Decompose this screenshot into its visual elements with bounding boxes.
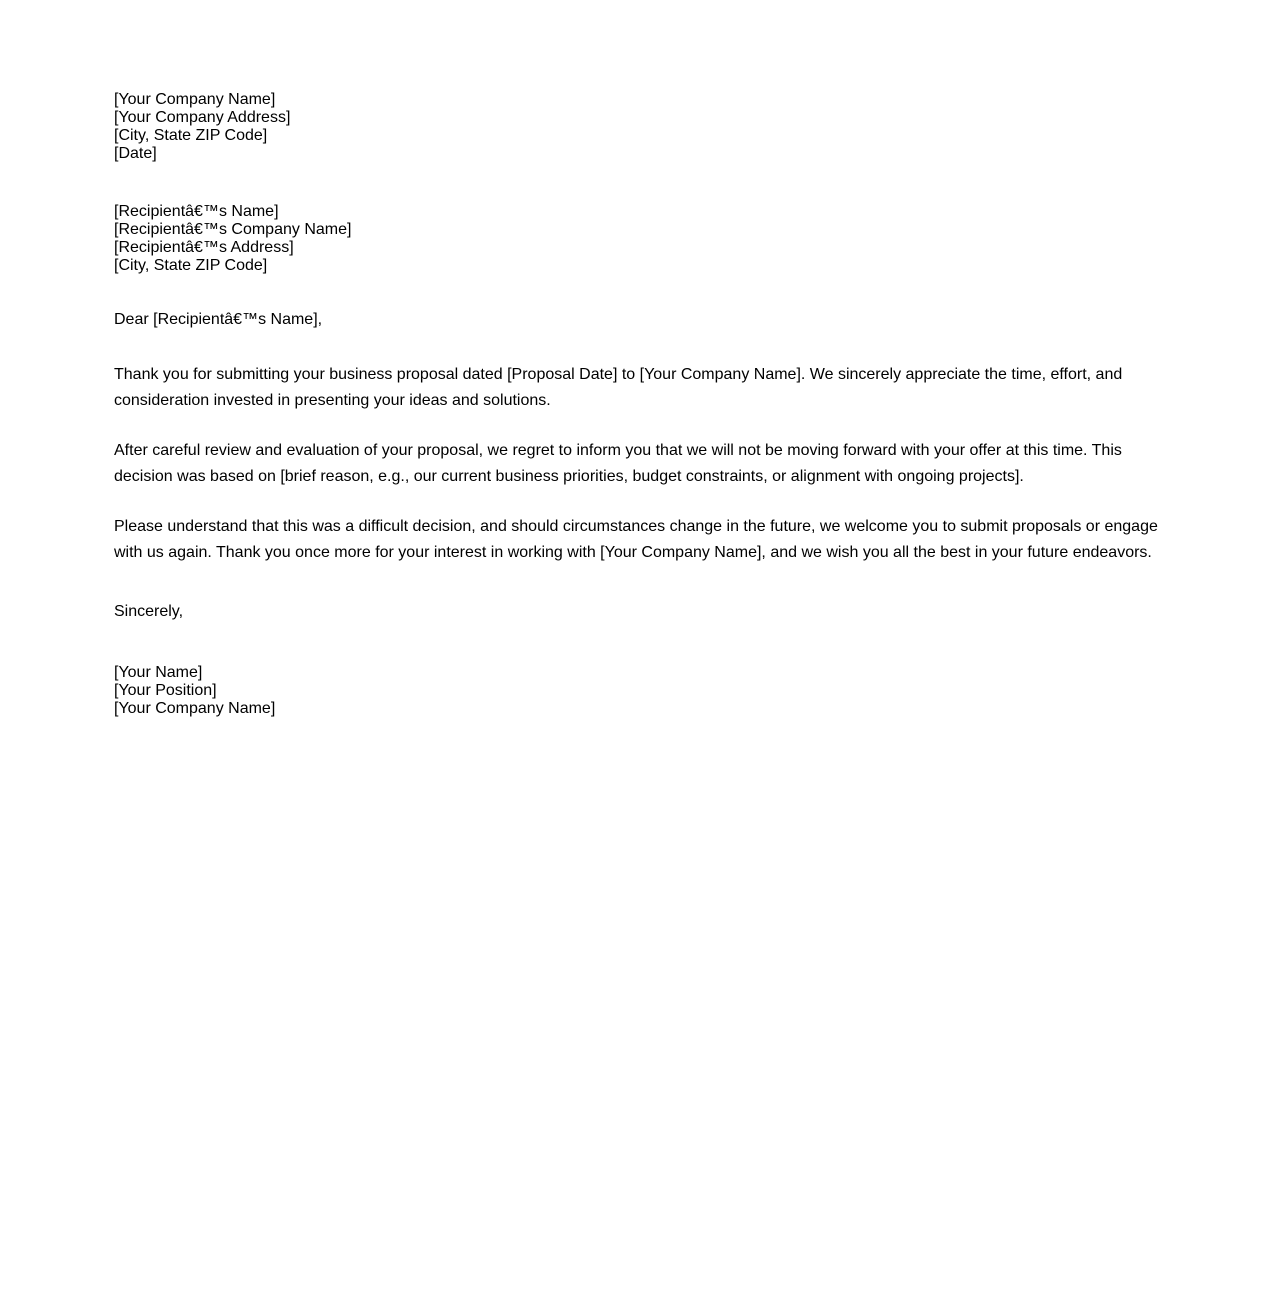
signature-block: [114, 664, 1174, 718]
signer-name: [Your Name]: [114, 663, 203, 681]
body-paragraph-3: Please understand that this was a difficult decision, and should circumstances change in the future, we welcome you to submit proposals or engage with us again. Thank you once more for your interest in working with [Your Company Name], and we wish you all the best in your future endeavors.: [114, 518, 1158, 561]
recipient-address-block: [114, 203, 1174, 275]
letter-date: [Date]: [114, 145, 157, 162]
recipient-name: [Recipientâ€™s Name]: [114, 203, 279, 220]
recipient-company-name: [Recipientâ€™s Company Name]: [114, 221, 352, 238]
recipient-address: [Recipientâ€™s Address]: [114, 239, 294, 256]
signer-position: [Your Position]: [114, 681, 217, 699]
closing: Sincerely,: [114, 602, 184, 620]
sender-address-block: [114, 91, 1174, 163]
sender-company-name: [Your Company Name]: [114, 91, 276, 108]
body-paragraph-1: Thank you for submitting your business proposal dated [Proposal Date] to [Your Company Name]. We sincerely appreciate the time, effort, and consideration invested in presenting your ideas and solutions.: [114, 366, 1123, 409]
signer-company-name: [Your Company Name]: [114, 699, 276, 717]
salutation: Dear [Recipientâ€™s Name],: [114, 311, 323, 328]
body-paragraph-2: After careful review and evaluation of your proposal, we regret to inform you that we will not be moving forward with your offer at this time. This decision was based on [brief reason, e.g., our current business priorities, budget constraints, or alignment with ongoing projects].: [114, 442, 1122, 485]
sender-city-state-zip: [City, State ZIP Code]: [114, 127, 268, 144]
sender-company-address: [Your Company Address]: [114, 109, 291, 126]
letter-document: [114, 91, 1174, 718]
recipient-city-state-zip: [City, State ZIP Code]: [114, 257, 268, 274]
